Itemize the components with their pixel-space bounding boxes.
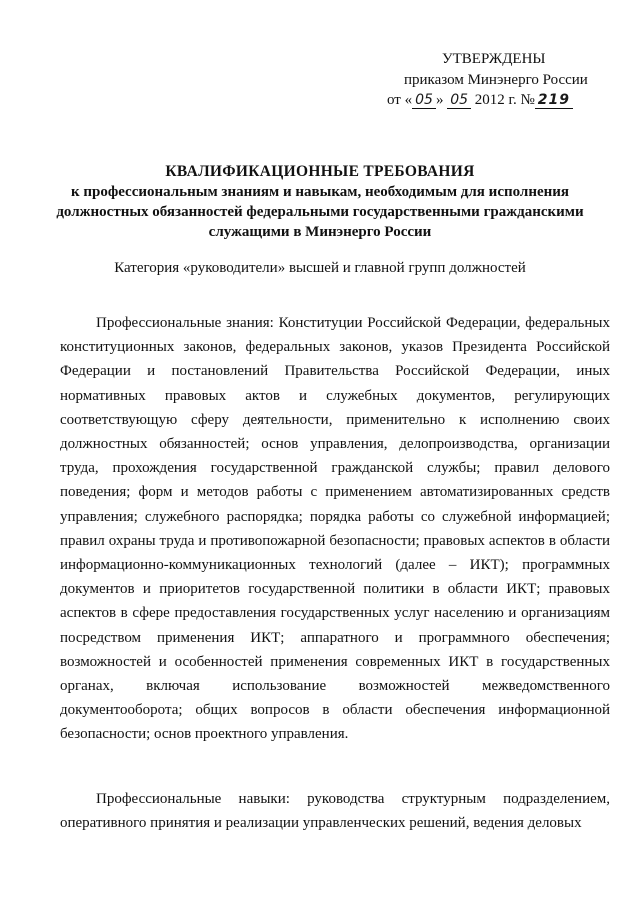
approval-order: приказом Минэнерго России <box>404 72 588 88</box>
approval-date-number <box>387 91 573 110</box>
handwritten-order-number: 219 <box>535 93 573 109</box>
approval-title: УТВЕРЖДЕНЫ <box>442 51 546 67</box>
paragraph-professional-skills: Профессиональные навыки: руководства структурным подразделением, оперативного принятия и реализации управленческих решений, ведения деловых <box>60 791 610 832</box>
document-title: КВАЛИФИКАЦИОННЫЕ ТРЕБОВАНИЯ <box>165 163 475 180</box>
paragraph-professional-knowledge: Профессиональные знания: Конституции Российской Федерации, федеральных конституционных законов, федеральных законов, указов Президента Российской Федерации и постановлений Правительства Российской Федерации, иных нормативных правовых актов и служебных документов, регулирующих соответствующую сферу деятельности, применительно к исполнению своих должностных обязанностей; основ управления, делопроизводства, организации труда, прохождения государственной гражданской службы; правил делового поведения; форм и методов работы с применением автоматизированных средств управления; служебного распорядка; порядка работы со служебной информацией; правил охраны труда и противопожарной безопасности; правовых аспектов в области информационно-коммуникационных технологий (далее – ИКТ); программных документов и приоритетов государственной политики в области ИКТ; правовых аспектов в сфере предоставления государственных услуг населению и организациям посредством применения ИКТ; аппаратного и программного обеспечения; возможностей и особенностей применения современных ИКТ в государственных органах, включая использование возможностей межведомственного документооборота; общих вопросов в области обеспечения информационной безопасности; основ проектного управления. <box>60 315 610 743</box>
handwritten-month: 05 <box>447 93 471 109</box>
date-year: 2012 г. № <box>471 92 535 108</box>
date-mid: » <box>435 92 448 108</box>
document-subtitle: к профессиональным знаниям и навыкам, необходимым для исполнения должностных обязанностей федеральными государственными гражданскими служащими в Минэнерго России <box>56 184 584 240</box>
category-line: Категория «руководители» высшей и главной групп должностей <box>114 260 526 276</box>
date-prefix: от « <box>387 92 413 108</box>
handwritten-day: 05 <box>412 93 436 109</box>
document-heading <box>40 162 600 242</box>
